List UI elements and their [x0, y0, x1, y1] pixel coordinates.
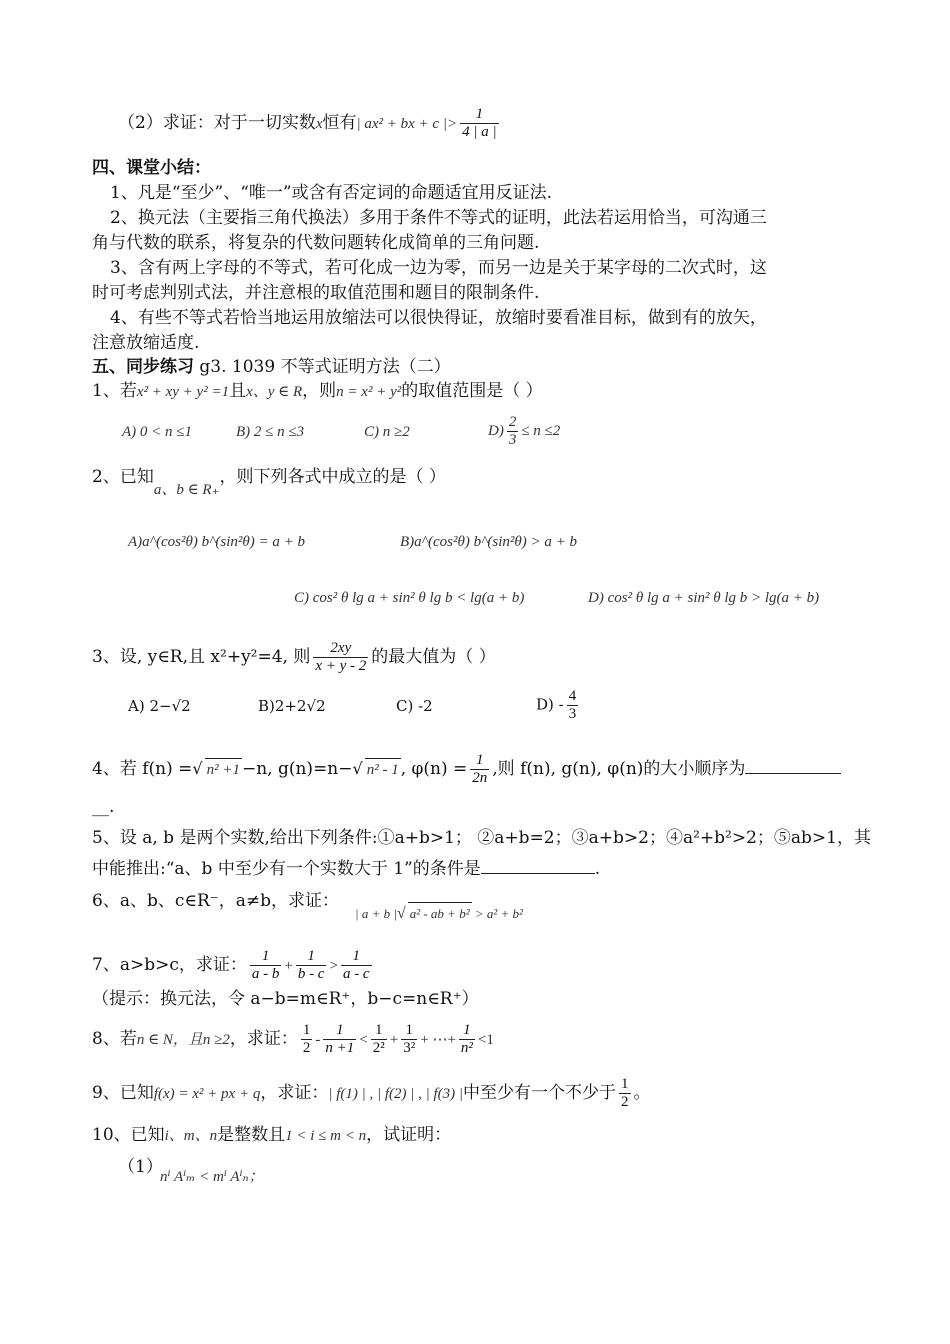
section-4-title: 四、课堂小结： [92, 158, 211, 178]
fraction: $\frac{1}{2}$ [302, 1022, 311, 1056]
q1-choice-c: C) n ≥2 [364, 424, 410, 440]
fraction: $\frac{1}{\text{3²}}$ [403, 1022, 416, 1056]
q1-choice-a: A) 0 < n ≤1 [122, 424, 193, 440]
q1-choice-b: B) 2 ≤ n ≤3 [236, 424, 305, 440]
fraction: $\frac{1}{2}$ [621, 1076, 629, 1110]
fraction: $\frac{4}{3}$ [568, 688, 577, 722]
fraction: $\frac{1}{n +1}$ [325, 1022, 355, 1056]
q2-choice-a: A)a^(cos²θ) b^(sin²θ) = a + b [128, 534, 306, 550]
fraction: $\frac{1}{a - c}$ [342, 948, 370, 982]
summary-item-3-line1: 3、含有两上字母的不等式，若可化成一边为零，而另一边是关于某字母的二次式时，这 [110, 258, 767, 278]
fraction: $\frac{2}{3}$ [508, 414, 517, 448]
answer-blank [745, 773, 841, 774]
q3-choice-d: D) - $\frac{4}{3}$ [536, 688, 577, 722]
question-4: 4、若 f(n) =√ n² +1 −n, g(n)=n−√ n² - 1 , φ(n) = $\frac{1}{2n}$ ,则 f(n), g(n), φ(n)的大小顺序为 [92, 752, 841, 787]
question-6-expression: | a + b |√ a² - ab + b² > a² + b² [355, 902, 523, 925]
question-3: 3、设, y∈R,且 x²+y²=4, 则 $\frac{2xy}{x + y - 2}$ 的最大值为（ ） [92, 640, 496, 674]
q2-choice-b: B)a^(cos²θ) b^(sin²θ) > a + b [400, 534, 578, 550]
fraction: $\frac{1}{2n}$ [472, 752, 488, 786]
question-5-line1: 5、设 a, b 是两个实数,给出下列条件:①a+b>1； ②a+b=2；③a+b>2；④a²+b²>2；⑤ab>1，其 [92, 828, 871, 848]
question-10-part-1: （1） [118, 1157, 163, 1177]
fraction: $\frac{1}{a - b}$ [251, 948, 280, 982]
question-7: 7、a>b>c，求证： $\frac{1}{a - b}$ + $\frac{1}{b - c}$ > $\frac{1}{a - c}$ [92, 948, 370, 982]
question-1: 1、若x² + xy + y² =1且x、y ∈ R，则n = x² + y²的取值范围是（ ） [92, 381, 543, 401]
question-6: 6、a、b、c∈R⁻，a≠b，求证： [92, 891, 339, 911]
question-8: 8、若n ∈ N，且n ≥2，求证： $\frac{1}{2}$ - $\frac{1}{n +1}$ < $\frac{1}{\text{2²}}$ + $\frac{1}{\text{3²}}$ + ⋯+ $\frac{1}{\text{n²}}$ <1 [92, 1022, 494, 1056]
fraction: $\frac{2xy}{x + y - 2}$ [315, 640, 367, 674]
question-4-cont: __. [92, 797, 115, 817]
fraction: $\frac{1}{\text{2²}}$ [372, 1022, 385, 1056]
q2-choice-d: D) cos² θ lg a + sin² θ lg b > lg(a + b) [588, 590, 820, 606]
question-10: 10、已知i、m、n是整数且1 < i ≤ m < n，试证明： [92, 1125, 452, 1145]
fraction: $\frac{1}{\text{n²}}$ [460, 1022, 473, 1056]
q3-choice-a: A) 2−√2 [128, 697, 191, 715]
problem-2-2: （2）求证：对于一切实数x恒有| ax² + bx + c |> $\frac{1}{4 | a |}$ [118, 106, 497, 140]
question-5-line2: 中能推出:“a、b 中至少有一个实数大于 1”的条件是 . [92, 859, 601, 879]
q3-choice-b: B)2+2√2 [258, 697, 326, 715]
q2-choice-c: C) cos² θ lg a + sin² θ lg b < lg(a + b) [294, 590, 525, 606]
summary-item-4-line1: 4、有些不等式若恰当地运用放缩法可以很快得证，放缩时要看准目标，做到有的放矢， [110, 308, 767, 328]
summary-item-4-line2: 注意放缩适度. [92, 333, 200, 353]
q3-choice-c: C) -2 [396, 697, 433, 715]
q1-choice-d: D) $\frac{2}{3}$ ≤ n ≤2 [488, 414, 561, 448]
summary-item-1: 1、凡是“至少”、“唯一”或含有否定词的命题适宜用反证法. [110, 183, 552, 203]
fraction: $\frac{1}{b - c}$ [297, 948, 325, 982]
summary-item-2-line1: 2、换元法（主要指三角代换法）多用于条件不等式的证明，此法若运用恰当，可沟通三 [110, 208, 767, 228]
question-2: 2、已知a、b ∈ R₊，则下列各式中成立的是（ ） [92, 467, 446, 498]
question-9: 9、已知f(x) = x² + px + q，求证：| f(1) | , | f(2) | , | f(3) |中至少有一个不少于 $\frac{1}{2}$ 。 [92, 1076, 651, 1110]
question-7-hint: （提示：换元法，令 a−b=m∈R⁺，b−c=n∈R⁺） [92, 989, 479, 1009]
section-5-title: 五、同步练习 g3. 1039 不等式证明方法（二） [92, 357, 451, 377]
answer-blank [481, 873, 595, 874]
summary-item-2-line2: 角与代数的联系，将复杂的代数问题转化成简单的三角问题. [92, 233, 540, 253]
summary-item-3-line2: 时可考虑判别式法，并注意根的取值范围和题目的限制条件. [92, 283, 540, 303]
fraction: $\frac{1}{4 | a |}$ [462, 106, 497, 140]
question-10-part-1-expression: nⁱ Aⁱₘ < mⁱ Aⁱₙ； [160, 1169, 264, 1185]
